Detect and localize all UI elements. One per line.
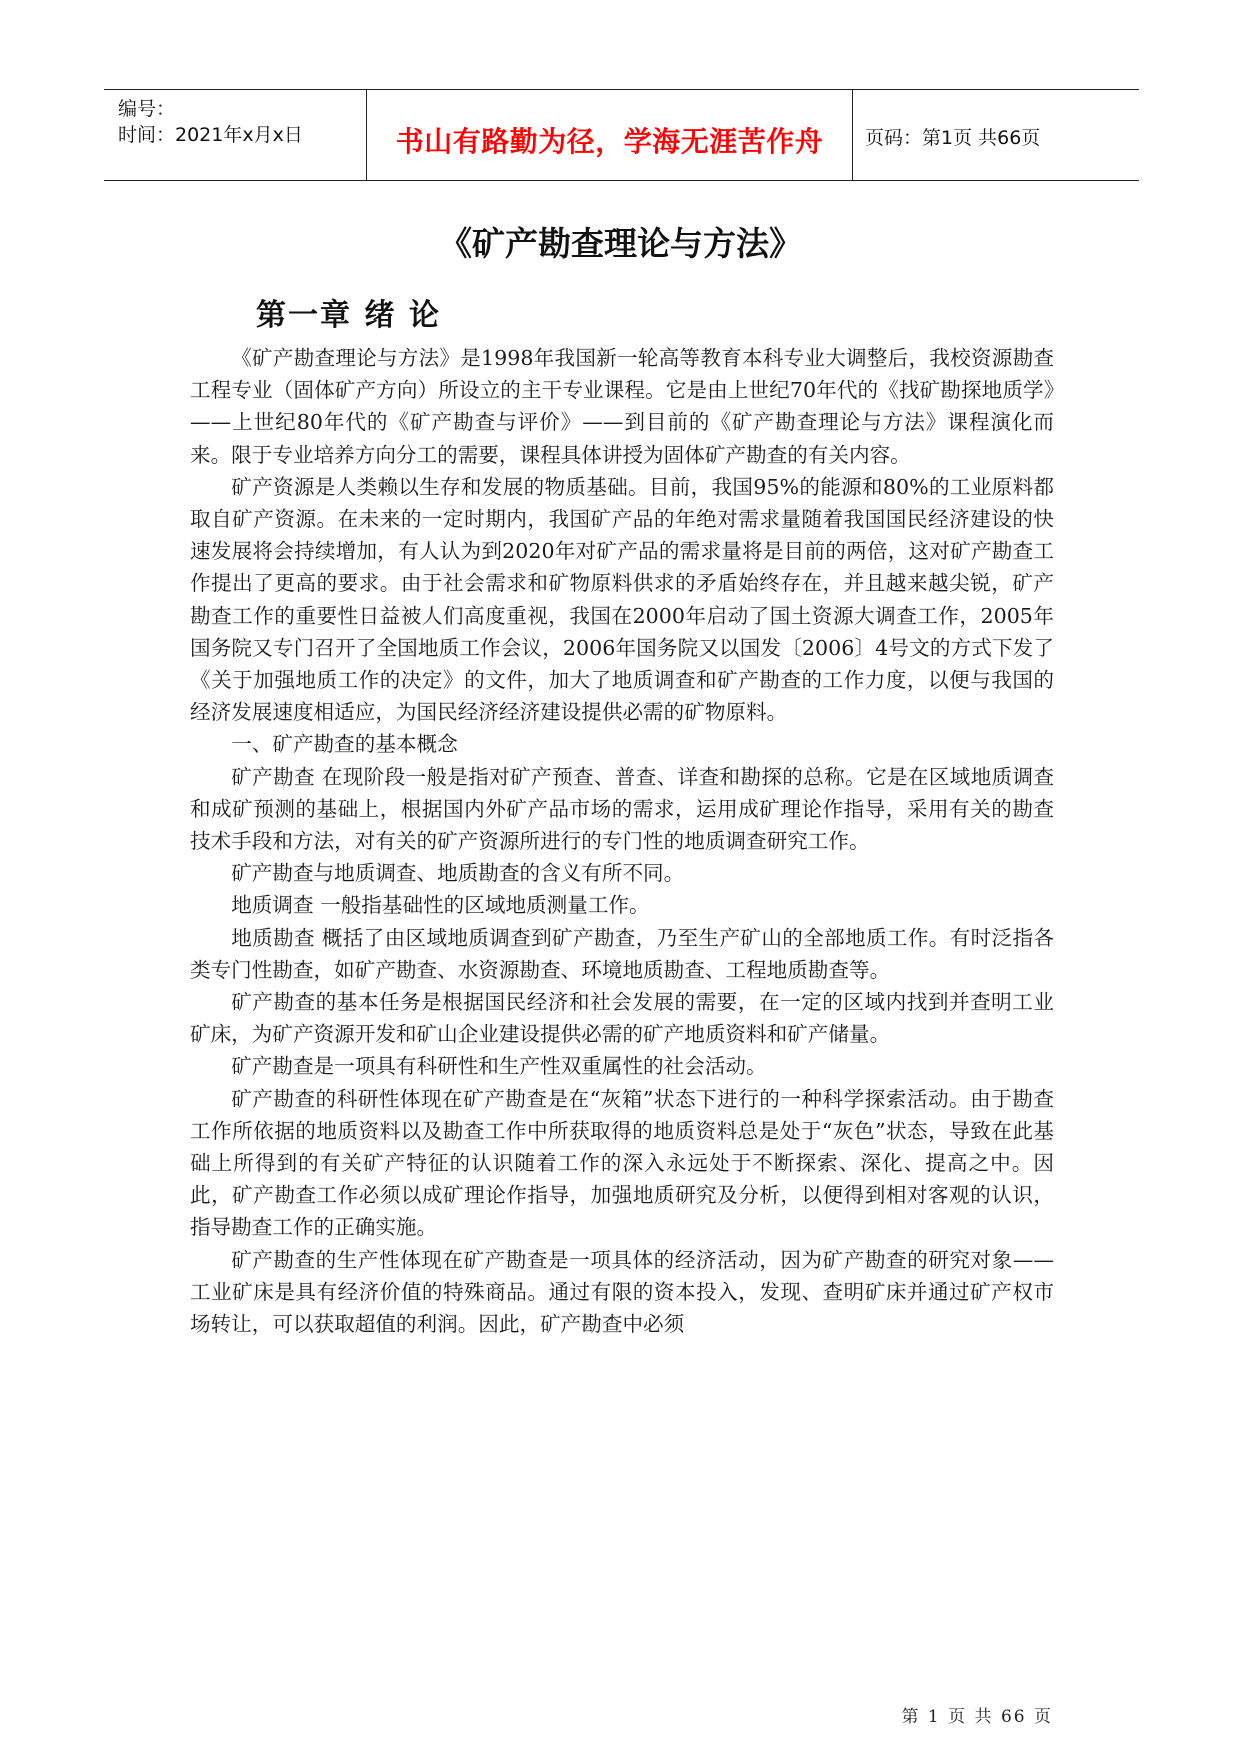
paragraph: 矿产勘查的生产性体现在矿产勘查是一项具体的经济活动，因为矿产勘查的研究对象——工业矿床是具有经济价值的特殊商品。通过有限的资本投入，发现、查明矿床并通过矿产权市场转让，可以获取超值的利润。因此，矿产勘查中必须 bbox=[190, 1247, 1054, 1337]
body-text bbox=[190, 342, 1054, 1340]
section-heading: 一、矿产勘查的基本概念 bbox=[231, 732, 458, 757]
header-motto: 书山有路勤为径，学海无涯苦作舟 bbox=[395, 125, 824, 158]
footer-page-number: 第 1 页 共 66 页 bbox=[901, 1707, 1053, 1727]
paragraph: 矿产勘查与地质调查、地质勘查的含义有所不同。 bbox=[231, 861, 685, 886]
header-page-number: 页码：第1页 共66页 bbox=[865, 127, 1041, 149]
paragraph: 矿产勘查是一项具有科研性和生产性双重属性的社会活动。 bbox=[231, 1054, 767, 1079]
paragraph: 矿产勘查 在现阶段一般是指对矿产预查、普查、详查和勘探的总称。它是在区域地质调查和成矿预测的基础上，根据国内外矿产品市场的需求，运用成矿理论作指导，采用有关的勘查技术手段和方法，对有关的矿产资源所进行的专门性的地质调查研究工作。 bbox=[190, 764, 1054, 854]
document-number-label: 编号： bbox=[118, 98, 176, 120]
paragraph: 地质勘查 概括了由区域地质调查到矿产勘查，乃至生产矿山的全部地质工作。有时泛指各类专门性勘查，如矿产勘查、水资源勘查、环境地质勘查、工程地质勘查等。 bbox=[190, 925, 1054, 982]
header-table bbox=[104, 89, 1139, 181]
header-motto-cell bbox=[366, 90, 853, 180]
header-info-cell bbox=[104, 90, 366, 180]
paragraph: 地质调查 一般指基础性的区域地质测量工作。 bbox=[231, 893, 650, 918]
paragraph: 矿产勘查的基本任务是根据国民经济和社会发展的需要，在一定的区域内找到并查明工业矿床，为矿产资源开发和矿山企业建设提供必需的矿产地质资料和矿产储量。 bbox=[190, 990, 1054, 1047]
paragraph: 矿产资源是人类赖以生存和发展的物质基础。目前，我国95%的能源和80%的工业原料都取自矿产资源。在未来的一定时期内，我国矿产品的年绝对需求量随着我国国民经济建设的快速发展将会持续增加，有人认为到2020年对矿产品的需求量将是目前的两倍，这对矿产勘查工作提出了更高的要求。由于社会需求和矿物原料供求的矛盾始终存在，并且越来越尖锐，矿产勘查工作的重要性日益被人们高度重视，我国在2000年启动了国土资源大调查工作，2005年国务院又专门召开了全国地质工作会议，2006年国务院又以国发〔2006〕4号文的方式下发了《关于加强地质工作的决定》的文件，加大了地质调查和矿产勘查的工作力度，以便与我国的经济发展速度相适应，为国民经济经济建设提供必需的矿物原料。 bbox=[190, 474, 1054, 725]
paragraph: 矿产勘查的科研性体现在矿产勘查是在“灰箱”状态下进行的一种科学探索活动。由于勘查工作所依据的地质资料以及勘查工作中所获取得的地质资料总是处于“灰色”状态，导致在此基础上所得到的有关矿产特征的认识随着工作的深入永远处于不断探索、深化、提高之中。因此，矿产勘查工作必须以成矿理论作指导，加强地质研究及分析，以便得到相对客观的认识，指导勘查工作的正确实施。 bbox=[190, 1086, 1054, 1240]
document-time-label: 时间：2021年x月x日 bbox=[118, 124, 303, 146]
document-title: 《矿产勘查理论与方法》 bbox=[439, 224, 802, 263]
paragraph: 《矿产勘查理论与方法》是1998年我国新一轮高等教育本科专业大调整后，我校资源勘查工程专业（固体矿产方向）所设立的主干专业课程。它是由上世纪70年代的《找矿勘探地质学》——上世纪80年代的《矿产勘查与评价》——到目前的《矿产勘查理论与方法》课程演化而来。限于专业培养方向分工的需要，课程具体讲授为固体矿产勘查的有关内容。 bbox=[190, 346, 1054, 467]
header-page-cell bbox=[853, 90, 1139, 180]
chapter-heading: 第一章 绪 论 bbox=[256, 298, 441, 333]
